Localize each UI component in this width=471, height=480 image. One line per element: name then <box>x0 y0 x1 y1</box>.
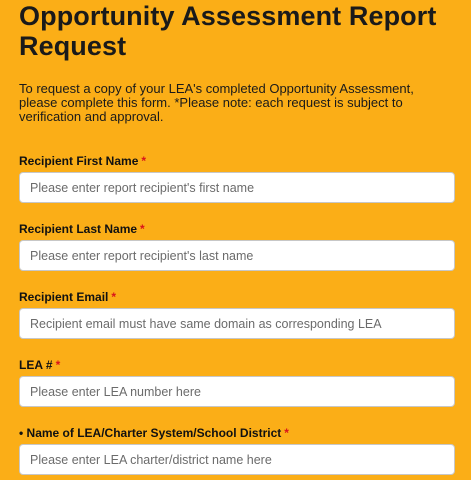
last-name-label-text: Recipient Last Name <box>19 222 138 236</box>
email-field-group <box>19 290 455 339</box>
lea-name-label-text: • Name of LEA/Charter System/School District <box>19 426 282 440</box>
email-input[interactable] <box>19 308 455 339</box>
page-title: Opportunity Assessment Report Request <box>19 1 437 61</box>
first-name-label <box>19 154 455 168</box>
intro-block <box>19 82 449 124</box>
lea-number-label <box>19 358 455 372</box>
last-name-label <box>19 222 455 236</box>
required-marker: * <box>55 358 61 372</box>
lea-number-field-group <box>19 358 455 407</box>
first-name-label-text: Recipient First Name <box>19 154 139 168</box>
lea-number-label-text: LEA # <box>19 358 53 372</box>
first-name-input[interactable] <box>19 172 455 203</box>
last-name-field-group <box>19 222 455 271</box>
lea-name-input[interactable] <box>19 444 455 475</box>
required-marker: * <box>111 290 117 304</box>
required-marker: * <box>141 154 147 168</box>
first-name-field-group <box>19 154 455 203</box>
intro-text: To request a copy of your LEA's completed Opportunity Assessment, please complete this form. *Please note: each request is subject to verification and approval. <box>19 81 414 124</box>
email-label-text: Recipient Email <box>19 290 109 304</box>
required-marker: * <box>284 426 289 440</box>
last-name-input[interactable] <box>19 240 455 271</box>
required-marker: * <box>140 222 145 236</box>
lea-number-input[interactable] <box>19 376 455 407</box>
email-label <box>19 290 455 304</box>
lea-name-field-group <box>19 426 455 475</box>
lea-name-label <box>19 426 455 440</box>
